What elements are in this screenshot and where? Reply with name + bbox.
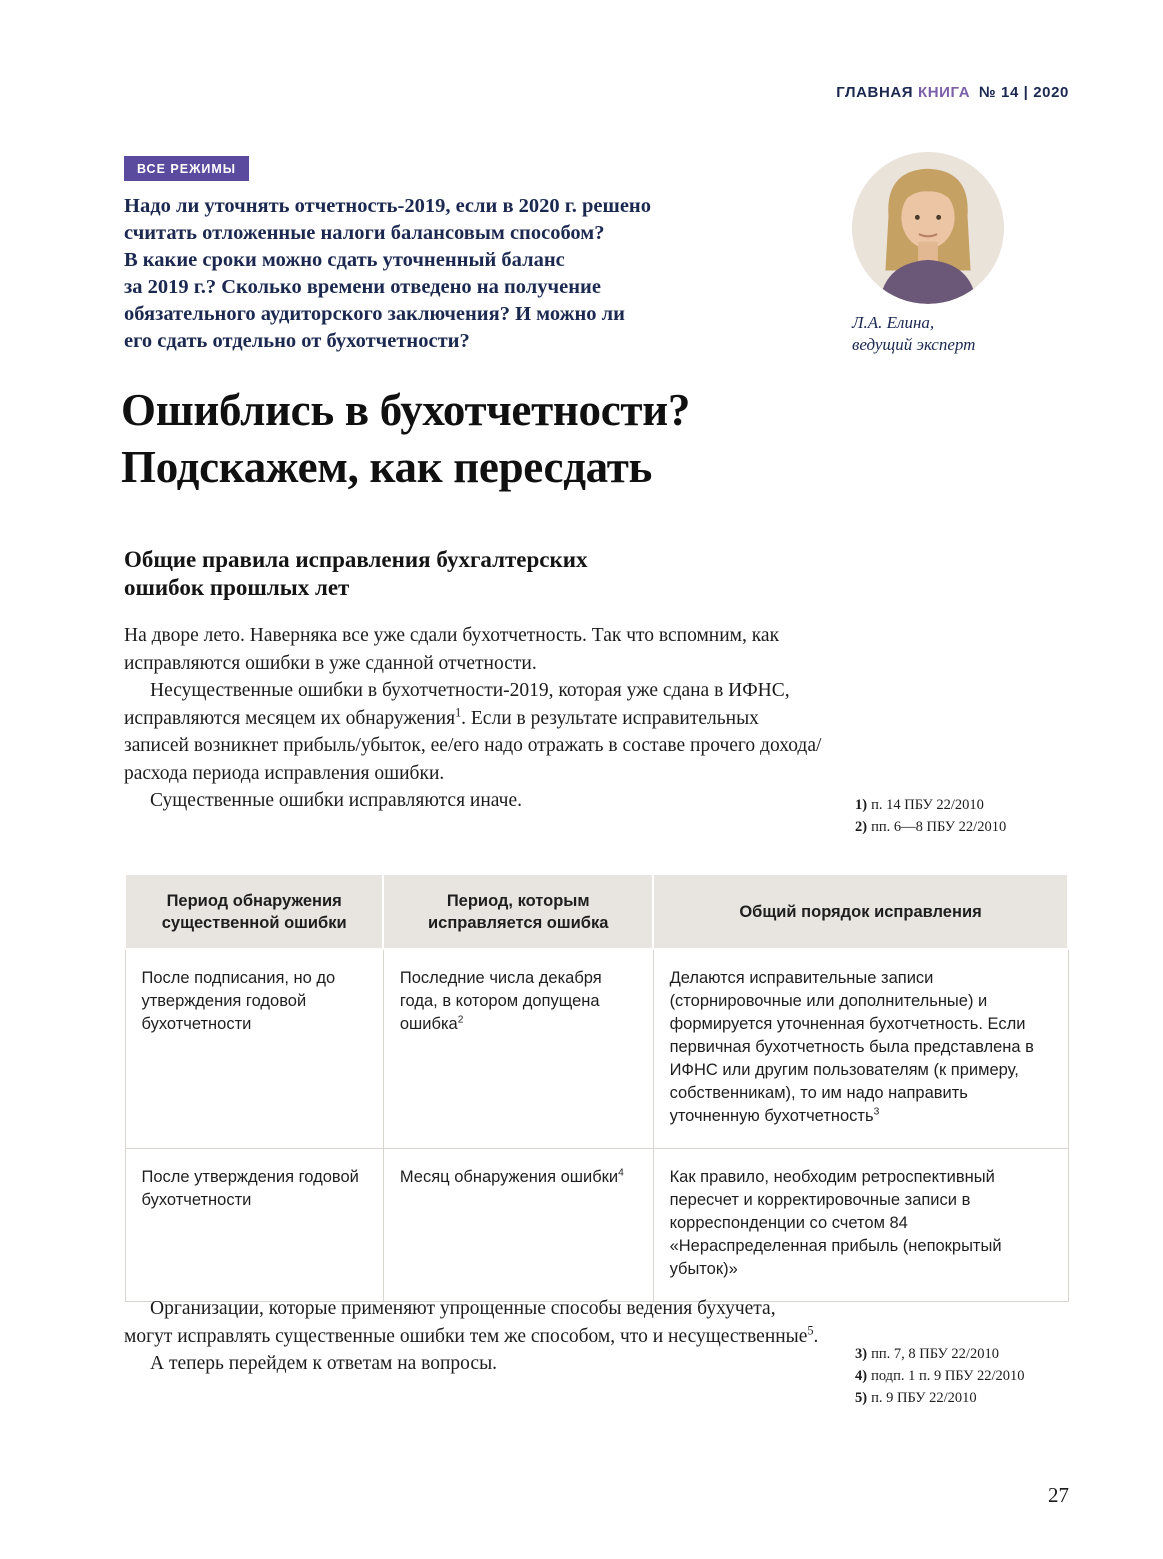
section-heading <box>124 546 588 602</box>
footnote-2 <box>855 816 1075 838</box>
footnote-3-number: 3) <box>855 1346 868 1362</box>
footnote-5-number: 5) <box>855 1390 868 1406</box>
footnote-4 <box>855 1365 1075 1387</box>
body-text-top <box>124 622 824 815</box>
author-role: ведущий эксперт <box>852 335 976 354</box>
footnote-ref-3: 3 <box>873 1106 880 1118</box>
table-cell <box>383 949 653 1149</box>
magazine-header <box>836 84 1069 101</box>
article-title-line2: Подскажем, как пересдать <box>121 442 652 492</box>
paragraph-3: Существенные ошибки исправляются иначе. <box>150 790 522 811</box>
footnote-3-text: пп. 7, 8 ПБУ 22/2010 <box>871 1346 999 1362</box>
paragraph-2 <box>124 677 824 787</box>
author-caption <box>852 312 975 356</box>
table-cell-text: Последние числа декабря года, в котором допущена ошибка <box>399 969 602 1033</box>
footnote-1-number: 1) <box>855 797 868 813</box>
intro-questions <box>124 193 844 355</box>
intro-line: его сдать отдельно от бухотчетности? <box>124 330 470 352</box>
author-portrait-illustration <box>852 152 1004 304</box>
footnote-ref-4: 4 <box>618 1167 624 1179</box>
paragraph-5: А теперь перейдем к ответам на вопросы. <box>150 1353 498 1374</box>
table-cell-text: Месяц обнаружения ошибки <box>399 1168 619 1186</box>
table-cell: После подписания, но до утверждения годовой бухотчетности <box>125 949 383 1149</box>
table-cell: После утверждения годовой бухотчетности <box>125 1149 383 1302</box>
intro-line: считать отложенные налоги балансовым способом? <box>124 222 605 244</box>
footnote-ref-1: 1 <box>455 705 462 719</box>
correction-rules-table <box>124 873 1069 1302</box>
footnote-4-text: подп. 1 п. 9 ПБУ 22/2010 <box>871 1368 1025 1384</box>
footnotes-group-bottom <box>855 1343 1075 1409</box>
intro-line: Надо ли уточнять отчетность-2019, если в 2020 г. решено <box>124 195 651 217</box>
all-regimes-badge: ВСЕ РЕЖИМЫ <box>124 156 249 181</box>
table-header-period-corrected: Период, которым исправляется ошибка <box>383 874 653 949</box>
paragraph-1: На дворе лето. Наверняка все уже сдали бухотчетность. Так что вспомним, как исправляются ошибки в уже сданной отчетности. <box>124 625 780 674</box>
paragraph-4-text-after: . <box>813 1325 819 1347</box>
footnote-5-text: п. 9 ПБУ 22/2010 <box>871 1390 977 1406</box>
intro-line: обязательного аудиторского заключения? И можно ли <box>124 303 625 325</box>
article-title <box>121 382 690 496</box>
paragraph-4-text: Организации, которые применяют упрощенные способы ведения бухучета, могут исправлять существенные ошибки тем же способом, что и несущественные <box>124 1298 808 1347</box>
section-heading-line2: ошибок прошлых лет <box>124 575 350 600</box>
section-heading-line1: Общие правила исправления бухгалтерских <box>124 547 588 572</box>
footnote-1-text: п. 14 ПБУ 22/2010 <box>871 797 984 813</box>
table-header-general-order: Общий порядок исправления <box>653 874 1068 949</box>
paragraph-2-text-after: . Если в результате исправительных записей возникнет прибыль/убыток, ее/его надо отражать в составе прочего дохода/расхода периода исправления ошибки. <box>124 707 822 784</box>
table-cell <box>653 949 1068 1149</box>
footnote-4-number: 4) <box>855 1368 868 1384</box>
footnote-ref-2: 2 <box>457 1014 464 1026</box>
footnote-2-number: 2) <box>855 819 868 835</box>
issue-number: № 14 | 2020 <box>978 84 1069 101</box>
table-header-period-found: Период обнаружения существенной ошибки <box>125 874 383 949</box>
intro-line: за 2019 г.? Сколько времени отведено на получение <box>124 276 601 298</box>
footnote-1 <box>855 794 1075 816</box>
intro-line: В какие сроки можно сдать уточненный баланс <box>124 249 565 271</box>
brand-kniga: КНИГА <box>917 84 971 101</box>
paragraph-4 <box>124 1295 824 1350</box>
author-name: Л.А. Елина, <box>852 313 935 332</box>
table-cell <box>383 1149 653 1302</box>
paragraph-2-text: Несущественные ошибки в бухотчетности-2019, которая уже сдана в ИФНС, исправляются месяцем их обнаружения <box>124 680 790 729</box>
table-row <box>125 1149 1068 1302</box>
table-row <box>125 949 1068 1149</box>
body-text-bottom <box>124 1295 824 1378</box>
footnote-5 <box>855 1387 1075 1409</box>
author-photo <box>852 152 1004 304</box>
table-cell: Как правило, необходим ретроспективный пересчет и корректировочные записи в корреспонденции со счетом 84 «Нераспределенная прибыль (непокрытый убыток)» <box>653 1149 1068 1302</box>
page-number: 27 <box>1048 1483 1069 1507</box>
footnote-ref-5: 5 <box>807 1323 814 1337</box>
table-header-row <box>125 874 1068 949</box>
brand-glavnaya: ГЛАВНАЯ <box>836 84 914 101</box>
table-cell-text: Делаются исправительные записи (сторнировочные или дополнительные) и формируется уточненная бухотчетность. Если первичная бухотчетность была представлена в ИФНС или другим пользователям (к примеру, собственникам), то им надо направить уточненную бухотчетность <box>669 969 1034 1125</box>
article-title-line1: Ошиблись в бухотчетности? <box>121 385 691 435</box>
footnote-3 <box>855 1343 1075 1365</box>
footnote-2-text: пп. 6—8 ПБУ 22/2010 <box>871 819 1007 835</box>
footnotes-group-top <box>855 794 1075 838</box>
